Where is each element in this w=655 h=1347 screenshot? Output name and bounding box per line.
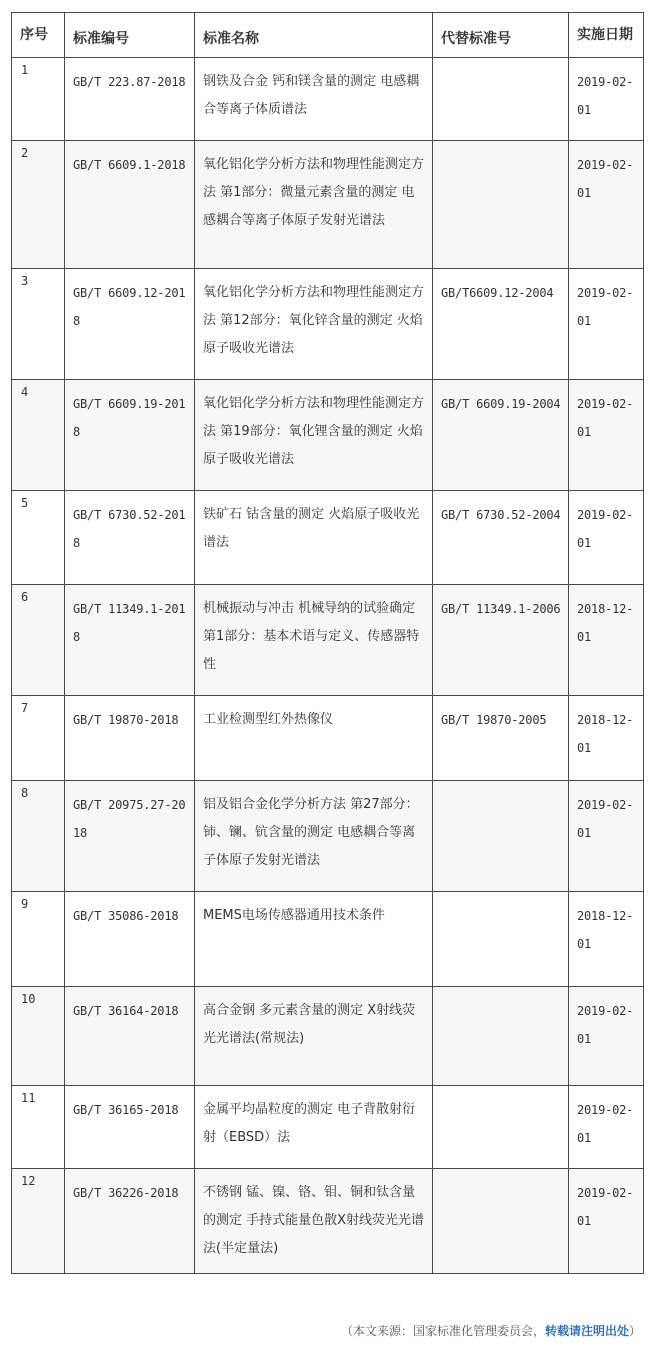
cell-date: 2019-02-01 xyxy=(569,58,644,141)
header-date: 实施日期 xyxy=(569,13,644,58)
cell-name: 金属平均晶粒度的测定 电子背散射衍射（EBSD）法 xyxy=(195,1086,433,1169)
table-body xyxy=(12,58,644,1274)
standards-table xyxy=(11,12,644,1274)
cell-replaced xyxy=(433,1086,569,1169)
cell-replaced: GB/T 19870-2005 xyxy=(433,696,569,781)
cell-index: 7 xyxy=(12,696,65,781)
cell-date: 2019-02-01 xyxy=(569,141,644,269)
cell-name: 铁矿石 钴含量的测定 火焰原子吸收光谱法 xyxy=(195,491,433,585)
cell-code: GB/T 6609.12-2018 xyxy=(65,269,195,380)
cell-date: 2019-02-01 xyxy=(569,1169,644,1274)
cell-date: 2019-02-01 xyxy=(569,491,644,585)
header-name: 标准名称 xyxy=(195,13,433,58)
cell-date: 2018-12-01 xyxy=(569,585,644,696)
cell-replaced xyxy=(433,1169,569,1274)
cell-date: 2019-02-01 xyxy=(569,1086,644,1169)
cell-code: GB/T 6730.52-2018 xyxy=(65,491,195,585)
table-row xyxy=(12,696,644,781)
table-row xyxy=(12,141,644,269)
cell-code: GB/T 36165-2018 xyxy=(65,1086,195,1169)
cell-index: 11 xyxy=(12,1086,65,1169)
cell-date: 2019-02-01 xyxy=(569,781,644,892)
cell-index: 6 xyxy=(12,585,65,696)
cell-index: 9 xyxy=(12,892,65,987)
table-row xyxy=(12,491,644,585)
table-row xyxy=(12,1086,644,1169)
cell-date: 2019-02-01 xyxy=(569,987,644,1086)
cell-replaced: GB/T 6609.19-2004 xyxy=(433,380,569,491)
source-prefix: （本文来源：国家标准化管理委员会， xyxy=(340,1324,545,1338)
cell-date: 2018-12-01 xyxy=(569,892,644,987)
table-row xyxy=(12,1169,644,1274)
cell-name: 高合金钢 多元素含量的测定 X射线荧光光谱法(常规法) xyxy=(195,987,433,1086)
cell-name: 铝及铝合金化学分析方法 第27部分：铈、镧、钪含量的测定 电感耦合等离子体原子发射光谱法 xyxy=(195,781,433,892)
cell-replaced: GB/T 6730.52-2004 xyxy=(433,491,569,585)
cell-code: GB/T 36164-2018 xyxy=(65,987,195,1086)
table-row xyxy=(12,58,644,141)
cell-code: GB/T 35086-2018 xyxy=(65,892,195,987)
cell-replaced xyxy=(433,781,569,892)
cell-name: 氧化铝化学分析方法和物理性能测定方法 第12部分：氧化锌含量的测定 火焰原子吸收光谱法 xyxy=(195,269,433,380)
cell-name: 不锈钢 锰、镍、铬、钼、铜和钛含量的测定 手持式能量色散X射线荧光光谱法(半定量法) xyxy=(195,1169,433,1274)
cell-index: 4 xyxy=(12,380,65,491)
table-header-row xyxy=(12,13,644,58)
cell-replaced xyxy=(433,987,569,1086)
cell-date: 2019-02-01 xyxy=(569,380,644,491)
cell-replaced xyxy=(433,892,569,987)
table-row xyxy=(12,380,644,491)
cell-replaced xyxy=(433,141,569,269)
cell-index: 3 xyxy=(12,269,65,380)
source-reprint-notice: 转载请注明出处 xyxy=(544,1324,629,1338)
header-code: 标准编号 xyxy=(65,13,195,58)
cell-code: GB/T 11349.1-2018 xyxy=(65,585,195,696)
table-row xyxy=(12,269,644,380)
cell-replaced: GB/T 11349.1-2006 xyxy=(433,585,569,696)
table-row xyxy=(12,781,644,892)
cell-code: GB/T 223.87-2018 xyxy=(65,58,195,141)
header-replaced: 代替标准号 xyxy=(433,13,569,58)
cell-replaced xyxy=(433,58,569,141)
cell-name: 工业检测型红外热像仪 xyxy=(195,696,433,781)
cell-name: 机械振动与冲击 机械导纳的试验确定 第1部分：基本术语与定义、传感器特性 xyxy=(195,585,433,696)
cell-index: 1 xyxy=(12,58,65,141)
cell-code: GB/T 36226-2018 xyxy=(65,1169,195,1274)
standards-table-container xyxy=(11,12,643,1274)
cell-name: 钢铁及合金 钙和镁含量的测定 电感耦合等离子体质谱法 xyxy=(195,58,433,141)
cell-index: 12 xyxy=(12,1169,65,1274)
cell-date: 2019-02-01 xyxy=(569,269,644,380)
table-row xyxy=(12,585,644,696)
cell-code: GB/T 19870-2018 xyxy=(65,696,195,781)
cell-name: 氧化铝化学分析方法和物理性能测定方法 第1部分：微量元素含量的测定 电感耦合等离子体原子发射光谱法 xyxy=(195,141,433,269)
table-row xyxy=(12,987,644,1086)
cell-name: MEMS电场传感器通用技术条件 xyxy=(195,892,433,987)
cell-code: GB/T 6609.19-2018 xyxy=(65,380,195,491)
cell-code: GB/T 6609.1-2018 xyxy=(65,141,195,269)
source-suffix: ） xyxy=(628,1324,641,1338)
cell-code: GB/T 20975.27-2018 xyxy=(65,781,195,892)
cell-index: 5 xyxy=(12,491,65,585)
cell-index: 10 xyxy=(12,987,65,1086)
cell-date: 2018-12-01 xyxy=(569,696,644,781)
cell-index: 8 xyxy=(12,781,65,892)
table-row xyxy=(12,892,644,987)
cell-index: 2 xyxy=(12,141,65,269)
source-note xyxy=(341,1322,641,1339)
cell-replaced: GB/T6609.12-2004 xyxy=(433,269,569,380)
header-index: 序号 xyxy=(12,13,65,58)
cell-name: 氧化铝化学分析方法和物理性能测定方法 第19部分：氧化锂含量的测定 火焰原子吸收光谱法 xyxy=(195,380,433,491)
